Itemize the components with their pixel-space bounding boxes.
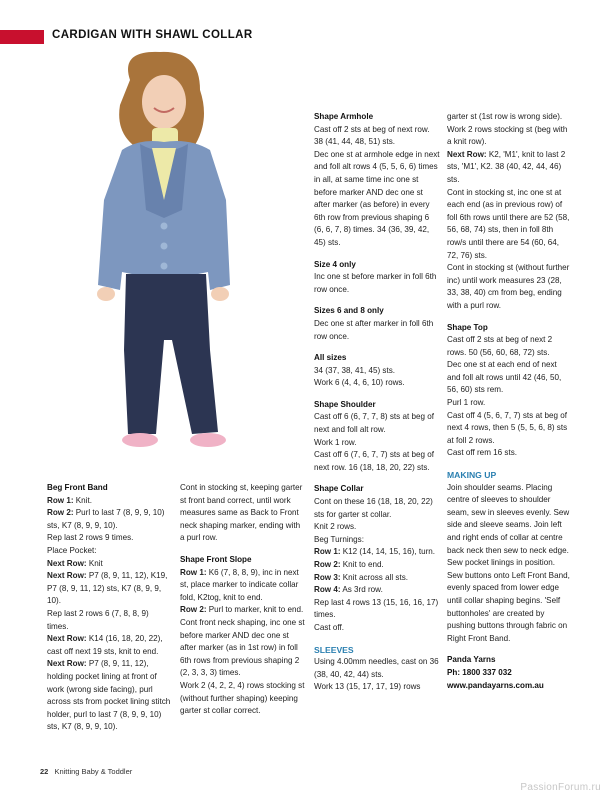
section-heading: Ph: 1800 337 032 xyxy=(447,667,512,677)
section-heading: Panda Yarns xyxy=(447,655,496,665)
instruction-line xyxy=(180,617,306,680)
row-label: Row 4: xyxy=(314,585,341,595)
instruction-line xyxy=(314,365,440,378)
instruction-text: Cont in stocking st, inc one st at each end (as in previous row) of foll 6th rows until there are 52 (58, 56, 68, 74) sts, then in foll 8th row/s until there are 54 (60, 64, 72, 76) sts. xyxy=(447,187,570,260)
instruction-line xyxy=(47,532,171,545)
instruction-text: Work 6 (4, 4, 6, 10) rows. xyxy=(314,378,405,388)
instruction-line xyxy=(314,559,440,572)
section-heading: Shape Armhole xyxy=(314,112,374,121)
instruction-text: Purl 1 row. xyxy=(447,398,486,408)
shoe xyxy=(190,433,226,447)
instruction-line xyxy=(447,447,572,460)
instruction-text: Knit xyxy=(86,558,103,568)
instruction-text: Cast off 6 (7, 6, 7, 7) sts at beg of next row. 16 (18, 18, 20, 22) sts. xyxy=(314,450,434,472)
instruction-text: Join shoulder seams. Placing centre of sleeves to shoulder seam, sew in sleeves evenly. Sew side and sleeve seams. Join left and right ends of collar at centre back neck then sew to neck edge. Sew pocket linings in position. Sew buttons onto Left Front Band, evenly spaced from lower edge until collar shaping begins. 'Self buttonholes' are created by pushing buttons through fabric on Right Front Band. xyxy=(447,482,570,643)
instruction-text: Work 2 rows stocking st (beg with a knit row). xyxy=(447,124,568,147)
instruction-text: Rep last 4 rows 13 (15, 16, 16, 17) times. xyxy=(314,597,439,620)
instruction-line xyxy=(47,558,171,571)
instruction-line xyxy=(314,411,440,436)
row-label: Row 1: xyxy=(180,567,207,577)
section-heading: SLEEVES xyxy=(314,644,354,655)
instruction-line xyxy=(447,149,572,187)
instruction-line xyxy=(314,584,440,597)
instruction-text: Dec one st after marker in foll 6th row once. xyxy=(314,318,434,341)
column-2 xyxy=(180,482,306,718)
face xyxy=(142,75,186,129)
instruction-line xyxy=(47,495,171,508)
instruction-text: Purl to marker, knit to end. xyxy=(206,605,304,615)
instruction-line xyxy=(447,410,572,448)
section-heading: Sizes 6 and 8 only xyxy=(314,306,384,316)
column-1 xyxy=(47,482,171,734)
instruction-text: Cont front neck shaping, inc one st before marker AND dec one st after marker (as in 1st row) in foll 6th rows from previous shaping 2 (2, 3, 3, 3) times. xyxy=(180,617,305,678)
instruction-line xyxy=(447,397,572,410)
row-label: Next Row: xyxy=(47,659,87,669)
row-label: Next Row: xyxy=(47,571,87,581)
pants xyxy=(124,274,218,434)
row-label: Row 1: xyxy=(314,547,341,557)
instruction-text: Work 13 (15, 17, 17, 19) rows xyxy=(314,682,421,692)
instruction-text: K14 (16, 18, 20, 22), cast off next 19 sts, knit to end. xyxy=(47,634,163,656)
instruction-line xyxy=(447,124,572,149)
instruction-text: Cast off 4 (5, 6, 7, 7) sts at beg of next 4 rows, then 5 (5, 5, 6, 8) sts at foll 2 rows. xyxy=(447,410,568,445)
instruction-line xyxy=(447,262,572,312)
row-label: Row 2: xyxy=(180,605,207,615)
instruction-text: Rep last 2 rows 9 times. xyxy=(47,533,134,543)
paragraph-gap xyxy=(447,645,572,654)
instruction-line xyxy=(447,482,572,646)
instruction-line xyxy=(47,658,171,734)
instruction-text: Knit. xyxy=(73,495,92,505)
instruction-text: Cont on these 16 (18, 18, 20, 22) sts for garter st collar. xyxy=(314,497,433,519)
instruction-text: Cast off 2 sts at beg of next 2 rows. 50 (56, 60, 68, 72) sts. xyxy=(447,335,553,357)
instruction-text: Beg Turnings: xyxy=(314,534,364,544)
instruction-line xyxy=(447,359,572,397)
instruction-text: K6 (7, 8, 8, 9), inc in next st, place marker to indicate collar fold, K2tog, knit to end. xyxy=(180,567,299,602)
instruction-line xyxy=(314,622,440,635)
instruction-line xyxy=(314,597,440,622)
row-label: Next Row: xyxy=(47,634,87,644)
hand xyxy=(97,287,115,301)
instruction-line xyxy=(47,608,171,633)
section-heading: Beg Front Band xyxy=(47,483,108,492)
instruction-text: Cast off rem 16 sts. xyxy=(447,448,518,458)
section-heading: MAKING UP xyxy=(447,470,497,481)
paragraph-gap xyxy=(314,390,440,399)
magazine-name: Knitting Baby & Toddler xyxy=(54,767,133,776)
column-4 xyxy=(447,111,572,692)
row-label: Next Row: xyxy=(447,149,487,159)
instruction-text: 34 (37, 38, 41, 45) sts. xyxy=(314,365,395,375)
instruction-line xyxy=(314,271,440,296)
instruction-text: Inc one st before marker in foll 6th row once. xyxy=(314,272,437,294)
hand xyxy=(211,287,229,301)
watermark: PassionForum.ru xyxy=(520,782,601,793)
instruction-text: Work 1 row. xyxy=(314,437,357,447)
instruction-line xyxy=(447,187,572,263)
instruction-text: P7 (8, 9, 11, 12), holding pocket lining at front of work (wrong side facing), purl across sts from pocket lining stitch holder, purl to last 7 (8, 9, 9, 10) sts, K7 (8, 9, 9, 10). xyxy=(47,659,171,732)
instruction-line xyxy=(314,124,440,149)
button xyxy=(161,263,168,270)
instruction-text: Place Pocket: xyxy=(47,545,97,555)
instruction-line xyxy=(447,334,572,359)
instruction-line xyxy=(47,545,171,558)
instruction-line xyxy=(314,534,440,547)
instruction-line xyxy=(314,572,440,585)
instruction-text: P7 (8, 9, 11, 12), K19, P7 (8, 9, 11, 12) sts, K7 (8, 9, 9, 10). xyxy=(47,571,168,606)
instruction-line xyxy=(314,437,440,450)
instruction-line xyxy=(314,521,440,534)
row-label: Row 2: xyxy=(314,560,341,569)
instruction-line xyxy=(447,111,572,124)
instruction-line xyxy=(180,680,306,718)
instruction-line xyxy=(180,604,306,617)
instruction-text: Cont in stocking st (without further inc) until work measures 23 (28, 33, 38, 40) cm from beg, ending with a purl row. xyxy=(447,263,570,310)
shoe xyxy=(122,433,158,447)
instruction-text: Knit to end. xyxy=(340,560,384,569)
instruction-text: Dec one st at armhole edge in next and foll alt rows 4 (5, 5, 6, 6) times in all, at same time inc one st before marker AND dec one st after marker (as before) in every 6th row from previous shaping 6 (6, 6, 7, 8) times. 34 (36, 39, 42, 45) sts. xyxy=(314,149,440,247)
instruction-line xyxy=(314,377,440,390)
section-heading: Shape Front Slope xyxy=(180,554,252,564)
instruction-text: garter st (1st row is wrong side). xyxy=(447,112,563,121)
instruction-line xyxy=(314,318,440,343)
row-label: Row 3: xyxy=(314,572,341,582)
instruction-text: Knit 2 rows. xyxy=(314,522,357,532)
instruction-text: Purl to last 7 (8, 9, 9, 10) sts, K7 (8, 9, 9, 10). xyxy=(47,508,165,530)
section-heading: Shape Collar xyxy=(314,484,364,494)
instruction-line xyxy=(47,570,171,608)
section-heading: Shape Top xyxy=(447,322,488,332)
instruction-line xyxy=(314,681,440,694)
instruction-text: Cast off 6 (6, 7, 7, 8) sts at beg of next and foll alt row. xyxy=(314,412,434,435)
instruction-text: Rep last 2 rows 6 (7, 8, 8, 9) times. xyxy=(47,608,149,631)
instruction-text: K12 (14, 14, 15, 16), turn. xyxy=(340,547,436,557)
instruction-text: Cast off. xyxy=(314,622,344,632)
paragraph-gap xyxy=(447,313,572,322)
paragraph-gap xyxy=(180,545,306,554)
row-label: Next Row: xyxy=(47,558,87,568)
section-heading: Size 4 only xyxy=(314,259,356,269)
instruction-text: Using 4.00mm needles, cast on 36 (38, 40, 42, 44) sts. xyxy=(314,657,439,679)
section-heading: Shape Shoulder xyxy=(314,399,376,409)
paragraph-gap xyxy=(314,635,440,644)
instruction-text: Knit across all sts. xyxy=(340,572,409,582)
child-photo xyxy=(60,50,290,460)
column-3 xyxy=(314,111,440,694)
instruction-line xyxy=(314,149,440,250)
page-title: CARDIGAN WITH SHAWL COLLAR xyxy=(52,29,253,41)
instruction-line xyxy=(314,656,440,681)
instruction-line xyxy=(47,633,171,658)
page-number: 22 xyxy=(40,767,49,776)
instruction-line xyxy=(314,449,440,474)
section-heading: www.pandayarns.com.au xyxy=(447,680,544,690)
instruction-line xyxy=(314,496,440,521)
instruction-line xyxy=(180,482,306,545)
instruction-text: Dec one st at each end of next and foll alt rows until 42 (46, 50, 56, 60) sts rem. xyxy=(447,360,562,395)
paragraph-gap xyxy=(447,460,572,469)
instruction-text: K2, 'M1', knit to last 2 sts, 'M1', K2. 38 (40, 42, 44, 46) sts. xyxy=(447,149,566,184)
instruction-text: Cont in stocking st, keeping garter st front band correct, until work measures same as Back to Front neck shaping marker, ending with a purl row. xyxy=(180,483,303,543)
button xyxy=(161,223,168,230)
page-footer xyxy=(40,767,132,776)
section-heading: All sizes xyxy=(314,353,347,363)
instruction-line xyxy=(314,546,440,559)
row-label: Row 2: xyxy=(47,508,74,518)
instruction-text: As 3rd row. xyxy=(340,585,383,595)
row-label: Row 1: xyxy=(47,495,74,505)
paragraph-gap xyxy=(314,343,440,352)
instruction-text: Cast off 2 sts at beg of next row. 38 (41, 44, 48, 51) sts. xyxy=(314,124,430,147)
paragraph-gap xyxy=(314,474,440,483)
instruction-line xyxy=(180,567,306,605)
button xyxy=(161,243,168,250)
header-accent-bar xyxy=(0,30,44,44)
instruction-text: Work 2 (4, 2, 2, 4) rows stocking st (without further shaping) keeping garter st collar correct. xyxy=(180,680,305,716)
paragraph-gap xyxy=(314,250,440,259)
paragraph-gap xyxy=(314,296,440,305)
instruction-line xyxy=(47,507,171,532)
